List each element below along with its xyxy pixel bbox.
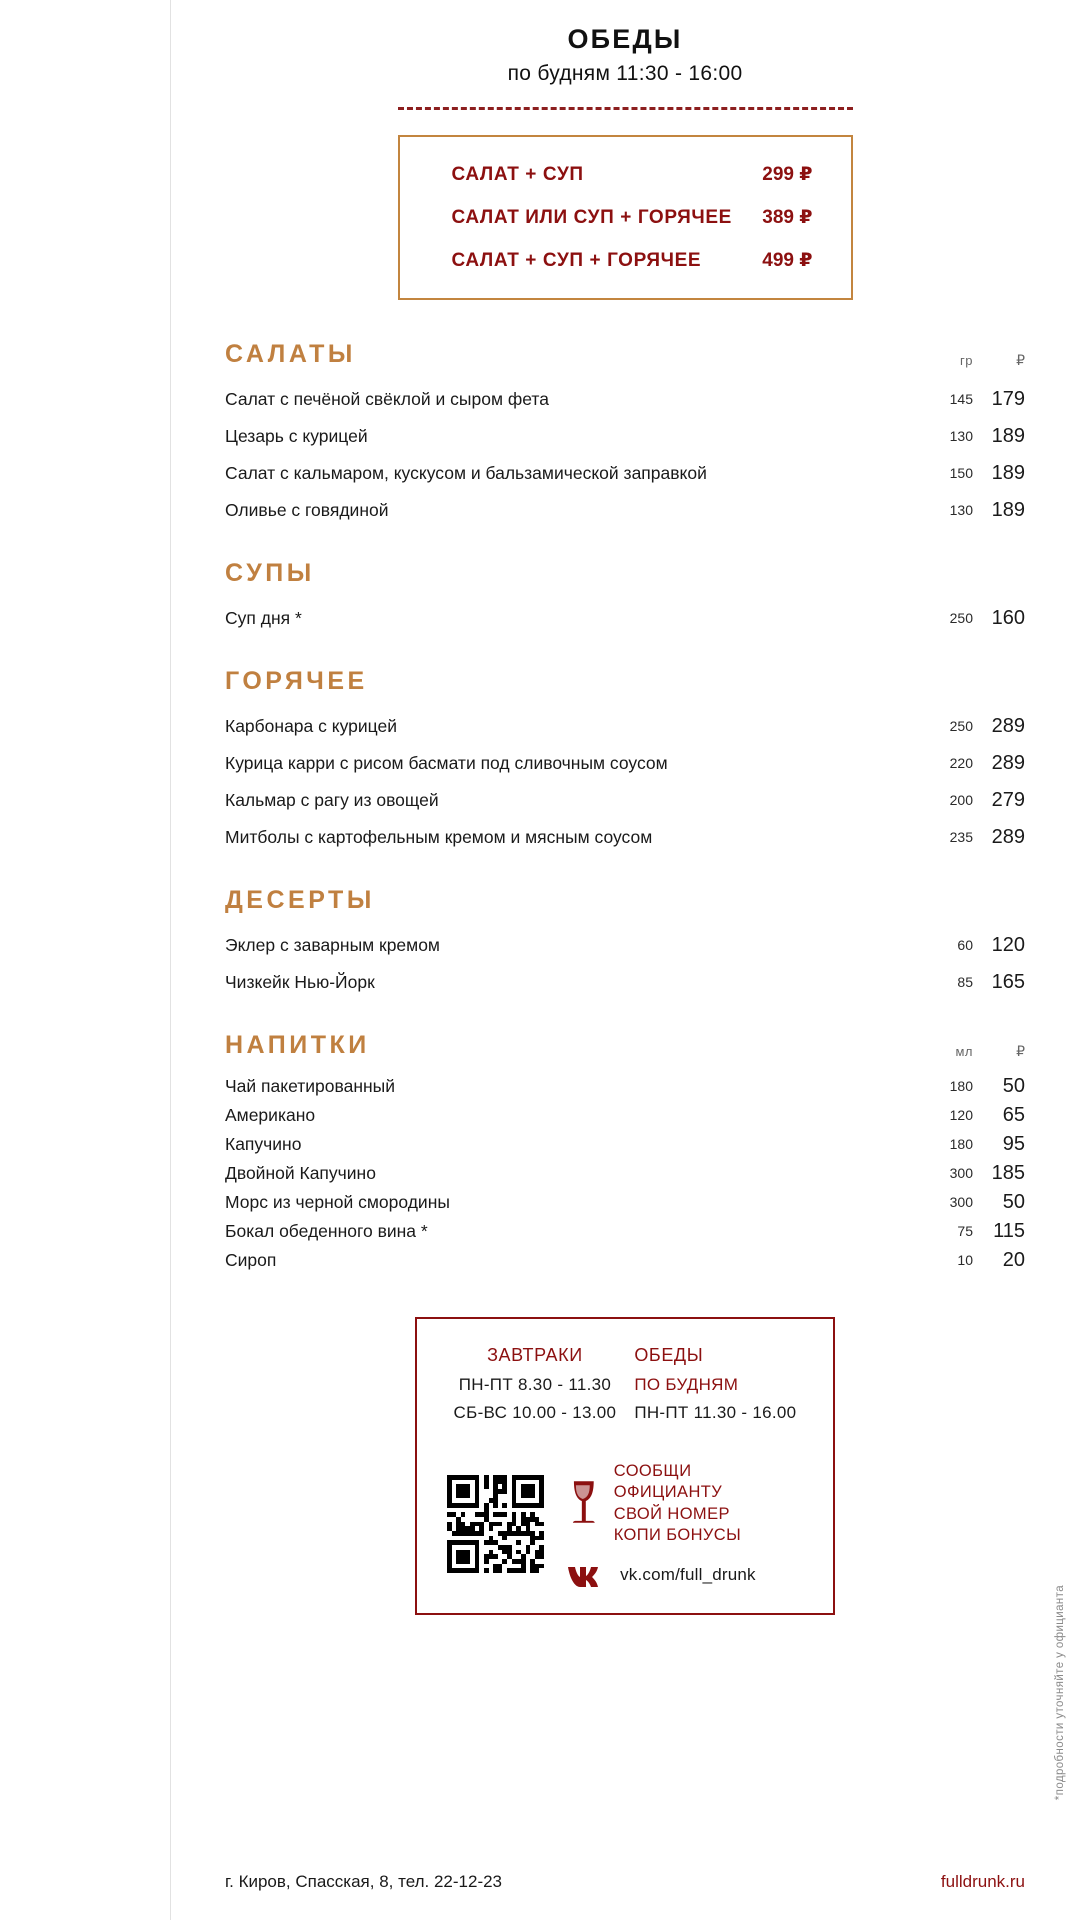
item-price: 189 xyxy=(991,499,1025,521)
qr-cell xyxy=(539,1568,544,1573)
breakfast-weekday: ПН-ПТ 8.30 - 11.30 xyxy=(458,1375,612,1394)
loyalty-line-2: СВОЙ НОМЕР xyxy=(613,1504,730,1523)
item-quantity: 250 xyxy=(949,718,973,734)
item-quantity: 180 xyxy=(949,1078,973,1094)
breakfast-heading: ЗАВТРАКИ xyxy=(487,1345,583,1365)
footer-website[interactable]: fulldrunk.ru xyxy=(940,1872,1025,1891)
item-quantity: 150 xyxy=(949,465,973,481)
menu-section xyxy=(225,340,1025,529)
combo-label: САЛАТ + СУП + ГОРЯЧЕЕ xyxy=(451,250,702,271)
item-name: Салат с кальмаром, кускусом и бальзамической заправкой xyxy=(225,463,707,483)
item-price: 95 xyxy=(1002,1133,1025,1155)
combo-price: 299 ₽ xyxy=(762,164,813,185)
menu-item xyxy=(225,782,1025,819)
menu-item xyxy=(225,1130,1025,1159)
item-name: Сироп xyxy=(225,1250,277,1270)
item-price: 185 xyxy=(991,1162,1025,1184)
section-column-headers xyxy=(915,1043,1025,1060)
item-quantity: 85 xyxy=(957,974,973,990)
section-title: СУПЫ xyxy=(225,559,315,587)
item-quantity: 235 xyxy=(949,829,973,845)
lunch-weekdays-label: ПО БУДНЯМ xyxy=(634,1375,739,1394)
menu-item xyxy=(225,927,1025,964)
menu-section xyxy=(225,667,1025,856)
breakfast-weekend: СБ-ВС 10.00 - 13.00 xyxy=(453,1403,617,1422)
section-header xyxy=(225,1031,1025,1060)
combo-label: САЛАТ ИЛИ СУП + ГОРЯЧЕЕ xyxy=(451,207,732,228)
item-quantity: 60 xyxy=(957,937,973,953)
footer-address: г. Киров, Спасская, 8, тел. 22-12-23 xyxy=(225,1872,503,1891)
menu-item xyxy=(225,708,1025,745)
promo-box xyxy=(415,1317,835,1615)
item-price: 179 xyxy=(991,388,1025,410)
lunch-heading: ОБЕДЫ xyxy=(634,1345,704,1365)
item-price: 65 xyxy=(1002,1104,1025,1126)
item-price: 50 xyxy=(1002,1191,1025,1213)
item-name: Цезарь с курицей xyxy=(225,426,368,446)
item-price: 289 xyxy=(991,826,1025,848)
item-name: Бокал обеденного вина * xyxy=(225,1221,428,1241)
section-header xyxy=(225,340,1025,369)
schedule-block xyxy=(417,1345,833,1431)
section-title: ГОРЯЧЕЕ xyxy=(225,667,368,695)
vk-row[interactable] xyxy=(566,1563,803,1587)
item-name: Чай пакетированный xyxy=(225,1076,396,1096)
combo-row xyxy=(400,163,851,186)
item-price: 165 xyxy=(991,971,1025,993)
menu-item xyxy=(225,745,1025,782)
menu-item xyxy=(225,1246,1025,1275)
item-price: 20 xyxy=(1002,1249,1025,1271)
section-header xyxy=(225,667,1025,696)
item-price: 50 xyxy=(1002,1075,1025,1097)
dashed-divider xyxy=(398,107,853,110)
combo-row xyxy=(400,206,851,229)
item-price: 279 xyxy=(991,789,1025,811)
item-quantity: 220 xyxy=(949,755,973,771)
menu-content xyxy=(170,0,1080,1920)
currency-column-header: ₽ xyxy=(1016,1043,1025,1059)
item-quantity: 10 xyxy=(957,1252,973,1268)
vk-link[interactable]: vk.com/full_drunk xyxy=(620,1564,756,1584)
item-price: 115 xyxy=(993,1220,1025,1242)
loyalty-block xyxy=(566,1461,803,1547)
menu-sections xyxy=(170,340,1080,1275)
item-name: Эклер с заварным кремом xyxy=(225,935,440,955)
menu-item xyxy=(225,1188,1025,1217)
combo-label: САЛАТ + СУП xyxy=(451,164,584,185)
item-quantity: 130 xyxy=(949,502,973,518)
item-price: 120 xyxy=(991,934,1025,956)
combo-offers-box xyxy=(398,135,853,300)
item-quantity: 250 xyxy=(949,610,973,626)
section-header xyxy=(225,559,1025,588)
lunch-schedule xyxy=(634,1345,796,1431)
item-quantity: 300 xyxy=(949,1165,973,1181)
menu-item xyxy=(225,492,1025,529)
menu-item xyxy=(225,819,1025,856)
loyalty-text xyxy=(614,1461,803,1547)
promo-right-column xyxy=(566,1461,803,1587)
currency-column-header: ₽ xyxy=(1016,352,1025,368)
item-price: 189 xyxy=(991,425,1025,447)
page-title: ОБЕДЫ xyxy=(567,24,683,54)
item-name: Капучино xyxy=(225,1134,302,1154)
item-price: 160 xyxy=(991,607,1025,629)
page-header xyxy=(170,0,1080,110)
wine-glass-icon xyxy=(566,1478,600,1530)
page-footer xyxy=(170,1872,1080,1892)
item-quantity: 300 xyxy=(949,1194,973,1210)
vertical-disclaimer: *подробности уточняйте у официанта xyxy=(1054,1584,1066,1800)
menu-item xyxy=(225,381,1025,418)
menu-item xyxy=(225,964,1025,1001)
menu-item xyxy=(225,418,1025,455)
item-name: Двойной Капучино xyxy=(225,1163,376,1183)
promo-bottom xyxy=(417,1461,833,1587)
item-price: 289 xyxy=(991,715,1025,737)
item-name: Оливье с говядиной xyxy=(225,500,389,520)
item-name: Салат с печёной свёклой и сыром фета xyxy=(225,389,549,409)
item-name: Карбонара с курицей xyxy=(225,716,398,736)
menu-item xyxy=(225,1101,1025,1130)
menu-item xyxy=(225,1159,1025,1188)
page-subtitle: по будням 11:30 - 16:00 xyxy=(507,62,743,85)
item-name: Американо xyxy=(225,1105,316,1125)
section-header xyxy=(225,886,1025,915)
section-title: САЛАТЫ xyxy=(225,340,356,368)
item-quantity: 180 xyxy=(949,1136,973,1152)
breakfast-schedule xyxy=(454,1345,617,1431)
loyalty-line-3: КОПИ БОНУСЫ xyxy=(613,1526,742,1545)
item-quantity: 130 xyxy=(949,428,973,444)
item-price: 289 xyxy=(991,752,1025,774)
item-name: Курица карри с рисом басмати под сливочным соусом xyxy=(225,753,668,773)
item-name: Суп дня * xyxy=(225,608,302,628)
menu-item xyxy=(225,600,1025,637)
unit-column-header: мл xyxy=(955,1044,973,1059)
menu-section xyxy=(225,1031,1025,1275)
item-quantity: 120 xyxy=(949,1107,973,1123)
combo-row xyxy=(400,249,851,272)
item-name: Митболы с картофельным кремом и мясным соусом xyxy=(225,827,653,847)
qr-code[interactable] xyxy=(447,1475,544,1573)
section-title: ДЕСЕРТЫ xyxy=(225,886,375,914)
unit-column-header: гр xyxy=(960,353,973,368)
section-title: НАПИТКИ xyxy=(225,1031,370,1059)
lunch-hours: ПН-ПТ 11.30 - 16.00 xyxy=(634,1403,797,1422)
menu-item xyxy=(225,455,1025,492)
vk-logo-icon xyxy=(566,1563,604,1587)
item-name: Кальмар с рагу из овощей xyxy=(225,790,439,810)
item-name: Чизкейк Нью-Йорк xyxy=(225,972,375,992)
menu-item xyxy=(225,1072,1025,1101)
item-price: 189 xyxy=(991,462,1025,484)
item-quantity: 145 xyxy=(949,391,973,407)
menu-section xyxy=(225,559,1025,637)
item-name: Морс из черной смородины xyxy=(225,1192,450,1212)
item-quantity: 200 xyxy=(949,792,973,808)
loyalty-line-1: СООБЩИ ОФИЦИАНТУ xyxy=(613,1462,723,1502)
section-column-headers xyxy=(915,352,1025,369)
combo-price: 389 ₽ xyxy=(762,207,813,228)
item-quantity: 75 xyxy=(957,1223,973,1239)
menu-item xyxy=(225,1217,1025,1246)
combo-price: 499 ₽ xyxy=(762,250,813,271)
menu-section xyxy=(225,886,1025,1001)
